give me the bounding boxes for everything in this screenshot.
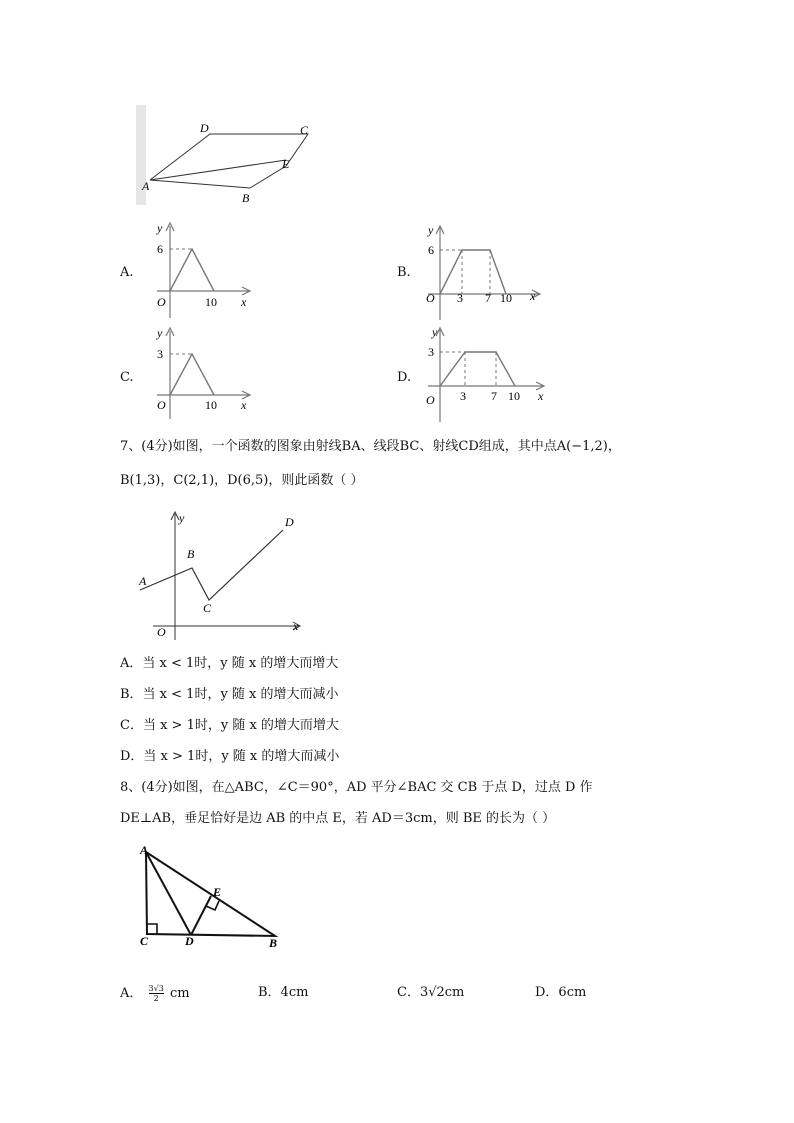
- origin-label: O: [426, 393, 435, 407]
- y-tick-label: 3: [157, 347, 163, 361]
- q8-option-a[interactable]: [120, 984, 190, 1003]
- option-a-unit: cm: [169, 986, 190, 1001]
- q7-option-b[interactable]: B．当 x < 1时，y 随 x 的增大而减小: [120, 687, 339, 702]
- axis-y-label: y: [157, 221, 163, 235]
- label-C: C: [300, 123, 309, 137]
- axis-x-label: x: [538, 389, 544, 403]
- axis-y-label: y: [428, 223, 434, 237]
- point-E-label: E: [213, 885, 222, 899]
- y-tick-label: 6: [428, 243, 434, 257]
- axis-y-label: y: [157, 326, 163, 340]
- q6-option-b-graph: [420, 222, 550, 322]
- q6-option-d-graph: [420, 324, 550, 424]
- segment-ae: [150, 160, 286, 180]
- parallelogram-figure: [130, 100, 330, 215]
- x-tick-label: 10: [205, 295, 217, 309]
- q6-option-a-letter[interactable]: A.: [120, 265, 134, 280]
- option-c-prefix: C．3: [397, 985, 429, 1000]
- origin-label: O: [426, 291, 435, 305]
- label-D: D: [200, 121, 209, 135]
- axis-y-label: y: [179, 511, 185, 525]
- q7-stem-line2: B(1,3)，C(2,1)，D(6,5)，则此函数（ ）: [120, 473, 364, 488]
- x-tick-label: 3: [457, 291, 463, 305]
- q8-option-c[interactable]: [397, 984, 464, 1002]
- axis-y-label: y: [432, 325, 438, 339]
- axis-x-label: x: [530, 289, 536, 303]
- q6-option-c-letter[interactable]: C.: [120, 370, 134, 385]
- label-E: E: [282, 157, 290, 171]
- fraction-denominator: 2: [153, 994, 159, 1003]
- q8-option-b[interactable]: B．4cm: [258, 985, 309, 1000]
- origin-label: O: [157, 625, 166, 639]
- label-A: A: [142, 179, 150, 193]
- option-c-radical: √2: [428, 985, 445, 1000]
- x-tick-label: 7: [485, 291, 491, 305]
- q7-stem-line1: 7、(4分)如图，一个函数的图象由射线BA、线段BC、射线CD组成，其中点A(−1,2)，: [120, 439, 621, 454]
- point-A-label: A: [139, 574, 147, 588]
- q7-option-d[interactable]: D．当 x > 1时，y 随 x 的增大而减小: [120, 749, 340, 764]
- q6-option-b-letter[interactable]: B.: [397, 265, 411, 280]
- y-tick-label: 6: [157, 242, 163, 256]
- point-B-label: B: [187, 547, 195, 561]
- vertex-A-label: A: [140, 843, 149, 857]
- q6-option-a-graph: [145, 218, 255, 320]
- origin-label: O: [157, 295, 166, 309]
- vertex-C-label: C: [140, 934, 149, 948]
- point-C-label: C: [203, 601, 212, 615]
- x-tick-label: 3: [460, 389, 466, 403]
- axis-x-label: x: [241, 398, 247, 412]
- y-tick-label: 3: [428, 345, 434, 359]
- label-B: B: [242, 191, 250, 205]
- q7-option-a[interactable]: A．当 x < 1时，y 随 x 的增大而增大: [120, 656, 339, 671]
- x-tick-label: 10: [508, 389, 520, 403]
- x-tick-label: 10: [500, 291, 512, 305]
- axis-x-label: x: [293, 619, 299, 633]
- point-D-label: D: [285, 515, 294, 529]
- q8-stem-line1: 8、(4分)如图，在△ABC，∠C＝90°，AD 平分∠BAC 交 CB 于点 D，过点 D 作: [120, 780, 593, 795]
- x-tick-label: 7: [491, 389, 497, 403]
- q7-function-graph: [135, 508, 310, 643]
- q7-option-c[interactable]: C．当 x > 1时，y 随 x 的增大而增大: [120, 718, 339, 733]
- q6-option-d-letter[interactable]: D.: [397, 370, 412, 385]
- fraction-numerator: 3√3: [148, 984, 164, 993]
- q8-option-d[interactable]: D．6cm: [535, 985, 587, 1000]
- q8-stem-line2: DE⊥AB，垂足恰好是边 AB 的中点 E，若 AD＝3cm，则 BE 的长为（ ）: [120, 811, 556, 826]
- q8-triangle-figure: [135, 840, 295, 950]
- axis-x-label: x: [241, 295, 247, 309]
- x-tick-label: 10: [205, 398, 217, 412]
- point-D-label: D: [185, 934, 194, 948]
- vertex-B-label: B: [269, 936, 278, 950]
- option-c-unit: cm: [444, 985, 465, 1000]
- option-a-letter: A．: [120, 986, 143, 1001]
- origin-label: O: [157, 398, 166, 412]
- q6-option-c-graph: [145, 323, 255, 423]
